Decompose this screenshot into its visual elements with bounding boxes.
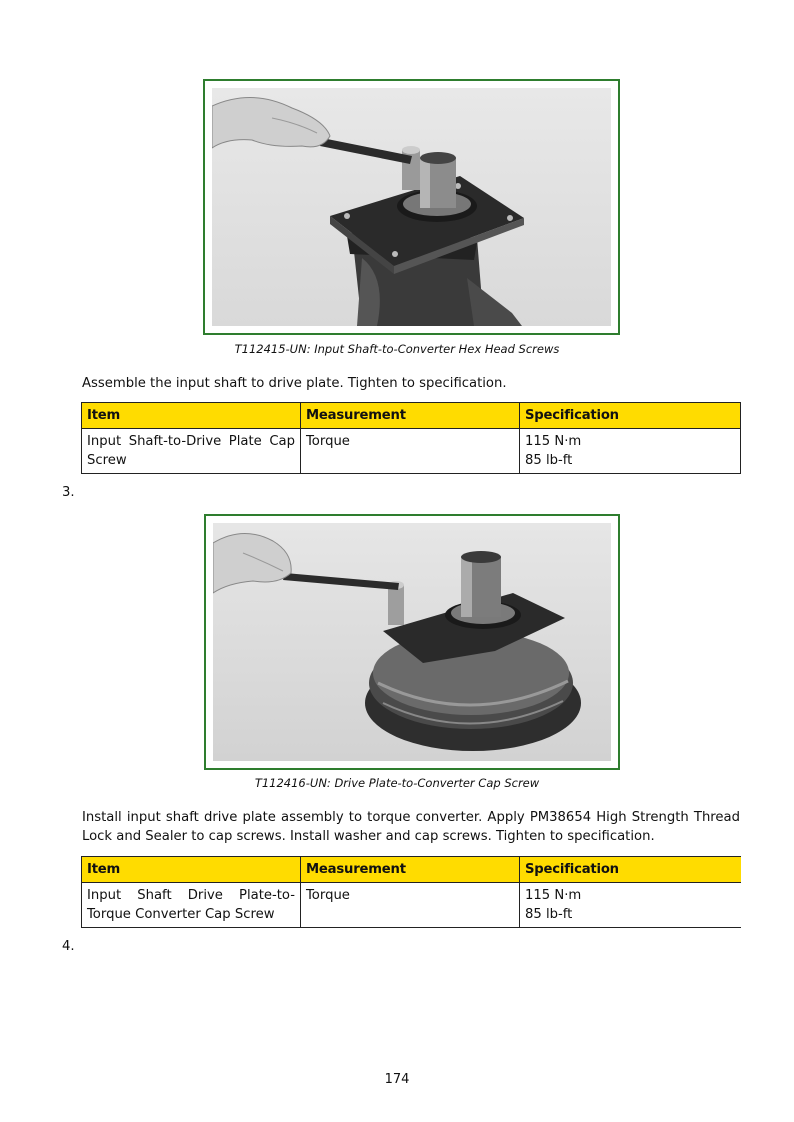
spec-imperial: 85 lb-ft xyxy=(525,907,573,922)
figure-drive-plate-converter xyxy=(204,514,620,770)
spec-table xyxy=(81,402,741,474)
step-instruction: Install input shaft drive plate assembly to torque converter. Apply PM38654 High Strength Thread Lock and Sealer to cap screws. Install washer and cap screws. Tighten to specification. xyxy=(82,810,740,844)
step-instruction: Assemble the input shaft to drive plate. Tighten to specification. xyxy=(82,376,507,391)
figure-caption: T112415-UN: Input Shaft-to-Converter Hex Head Screws xyxy=(234,342,560,356)
column-header-specification: Specification xyxy=(520,403,741,429)
cell-specification xyxy=(520,883,742,928)
cell-specification xyxy=(520,429,741,474)
cell-item: Input Shaft-to-Drive Plate Cap Screw xyxy=(82,429,301,474)
spec-metric: 115 N·m xyxy=(525,888,582,903)
step-number: 4. xyxy=(62,939,75,954)
figure-caption: T112416-UN: Drive Plate-to-Converter Cap Screw xyxy=(254,776,540,790)
spec-imperial: 85 lb-ft xyxy=(525,453,573,468)
figure-input-shaft-hex-screws xyxy=(203,79,620,335)
column-header-specification: Specification xyxy=(520,857,742,883)
column-header-measurement: Measurement xyxy=(301,403,520,429)
spec-metric: 115 N·m xyxy=(525,434,582,449)
table-row xyxy=(82,883,742,928)
photo-wrench-on-torque-converter xyxy=(213,523,611,761)
page-number: 174 xyxy=(384,1072,410,1087)
column-header-measurement: Measurement xyxy=(301,857,520,883)
photo-wrench-on-drive-plate xyxy=(212,88,611,326)
cell-measurement: Torque xyxy=(301,883,520,928)
spec-table xyxy=(81,856,741,928)
step-number: 3. xyxy=(62,485,75,500)
cell-item: Input Shaft Drive Plate-to-Torque Converter Cap Screw xyxy=(82,883,301,928)
column-header-item: Item xyxy=(82,857,301,883)
column-header-item: Item xyxy=(82,403,301,429)
cell-measurement: Torque xyxy=(301,429,520,474)
table-row xyxy=(82,429,741,474)
